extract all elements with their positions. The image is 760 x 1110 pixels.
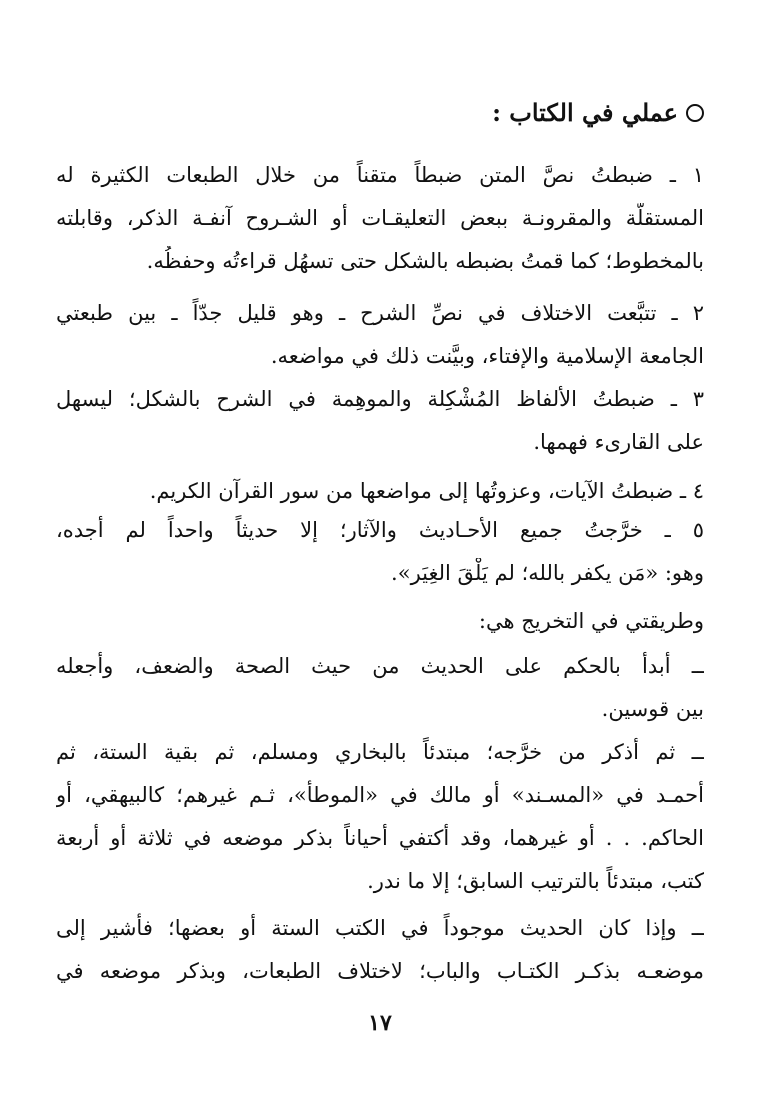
text-line: موضعـه بذكـر الكتـاب والباب؛ لاختلاف الطبعات، وبذكر موضعه في — [56, 959, 704, 983]
circle-bullet-icon — [686, 104, 704, 122]
text-line: ٣ ـ ضبطتُ الألفاظ المُشْكِلة والموهِمة في الشرح بالشكل؛ ليسهل — [56, 387, 704, 411]
text-line: ــ وإذا كان الحديث موجوداً في الكتب الستة أو بعضها؛ فأشير إلى — [56, 916, 704, 940]
text-line: المستقلَّة والمقرونـة ببعض التعليقـات أو الشـروح آنفـة الذكر، وقابلته — [56, 206, 704, 230]
text-line: الجامعة الإسلامية والإفتاء، وبيَّنت ذلك في مواضعه. — [270, 344, 704, 368]
text-line: الحاكم. . . أو غيرهما، وقد أكتفي أحياناً بذكر موضعه في ثلاثة أو أربعة — [56, 826, 704, 850]
text-line: ٤ ـ ضبطتُ الآيات، وعزوتُها إلى مواضعها من سور القرآن الكريم. — [149, 479, 704, 503]
text-line: ــ ثم أذكر من خرَّجه؛ مبتدئاً بالبخاري ومسلم، ثم بقية الستة، ثم — [56, 740, 704, 764]
text-line: أحمـد في «المسـند» أو مالك في «الموطأ»، ثـم غيرهم؛ كالبيهقي، أو — [56, 783, 704, 807]
section-heading-text: عملي في الكتاب : — [492, 98, 678, 127]
text-line: كتب، مبتدئاً بالترتيب السابق؛ إلا ما ندر. — [367, 869, 704, 893]
text-line: بالمخطوط؛ كما قمتُ بضبطه بالشكل حتى تسهُل قراءتُه وحفظُه. — [146, 249, 704, 273]
text-line: ٢ ـ تتبَّعت الاختلاف في نصِّ الشرح ـ وهو قليل جدّاً ـ بين طبعتي — [56, 301, 704, 325]
text-line: وهو: «مَن يكفر بالله؛ لم يَلْقَ الغِيَر». — [391, 561, 704, 585]
text-line: ــ أبدأ بالحكم على الحديث من حيث الصحة والضعف، وأجعله — [56, 654, 704, 678]
text-line: ٥ ـ خرَّجتُ جميع الأحـاديث والآثار؛ إلا حديثاً واحداً لم أجده، — [56, 518, 704, 542]
text-line: وطريقتي في التخريج هي: — [478, 609, 704, 633]
text-line: بين قوسين. — [601, 697, 704, 721]
page-number: ١٧ — [368, 1010, 392, 1036]
section-heading — [492, 98, 704, 127]
text-line: على القارىء فهمها. — [533, 430, 704, 454]
text-line: ١ ـ ضبطتُ نصَّ المتن ضبطاً متقناً من خلال الطبعات الكثيرة له — [56, 163, 704, 187]
